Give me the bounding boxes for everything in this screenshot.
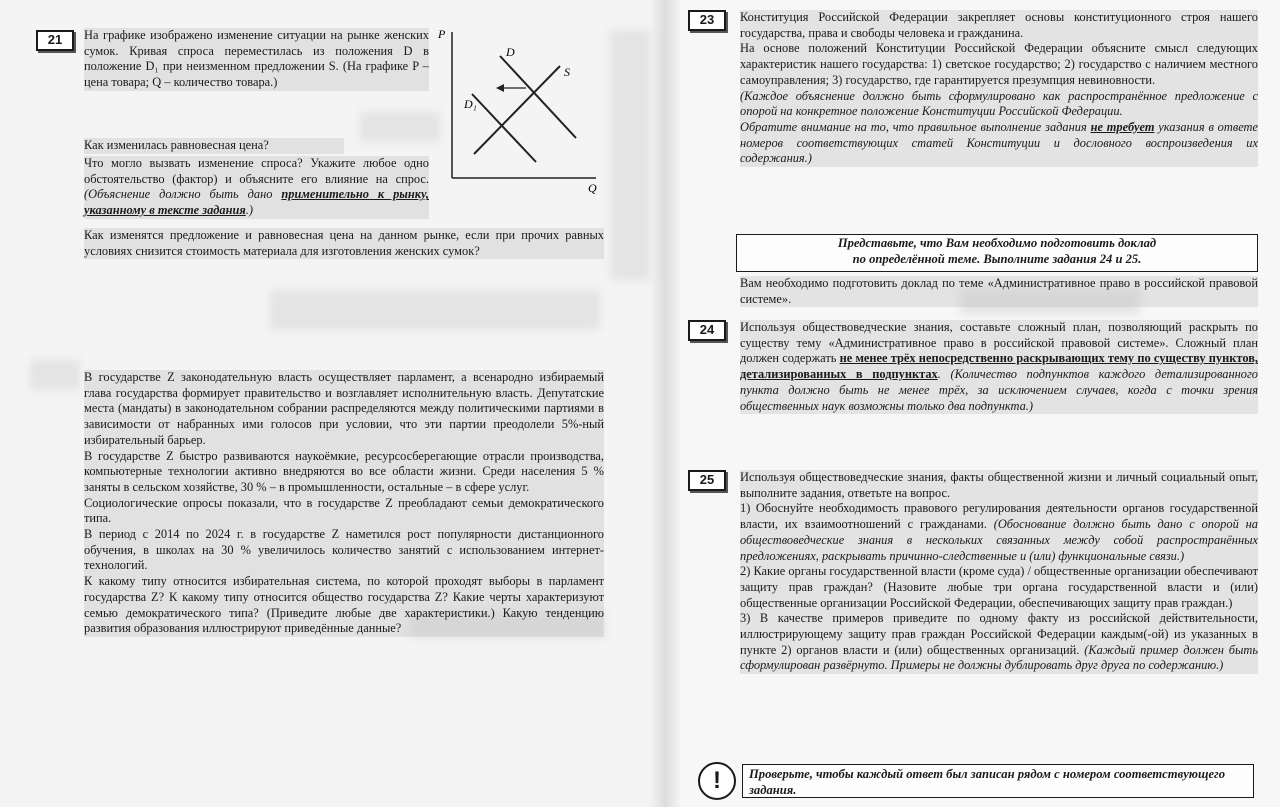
task22-paragraph-5: К какому типу относится избирательная система, по которой проходят выборы в парламент государства Z? К какому типу относится общество государства Z? Какие черты характеризуют семью демократического типа? (Приведите любые две характеристики.) Какую тенденцию развития образования иллюстрируют приведённые данные? (84, 574, 604, 636)
demand-curve-d1 (472, 94, 536, 162)
graph-label-q: Q (588, 181, 597, 195)
task23-paragraph-1: Конституция Российской Федерации закрепляет основы конституционного строя нашего государства, права и свободы человека и гражданина. (740, 10, 1258, 40)
frame-line-1: Представьте, что Вам необходимо подготовить доклад (837, 236, 1157, 250)
final-reminder-box: Проверьте, чтобы каждый ответ был записан рядом с номером соответствующего задания. (742, 764, 1254, 798)
task25-question-3: 3) В качестве примеров приведите по одному факту из российской действительности, иллюстрирующему защиту прав граждан Российской Федерации каждым(-ой) из указанных в пункте 2) органов власти и (или) общественных организаций. (Каждый пример должен быть сформулирован развёрнуто. Примеры не должны дублировать друг друга по содержанию.) (740, 611, 1258, 673)
task22-paragraph-2: В государстве Z быстро развиваются наукоёмкие, ресурсосберегающие отрасли производства, компьютерные технологии активно внедряются во все области жизни. Среди населения 5 % заняты в сельском хозяйстве, 30 % – в промышленности, остальные – в сфере услуг. (84, 448, 604, 494)
exclamation-icon: ! (698, 762, 736, 800)
task-number-23: 23 (688, 10, 726, 31)
task25-text (740, 470, 1258, 674)
task21-intro: На графике изображено изменение ситуации на рынке женских сумок. Кривая спроса переместилась из положения D в положение D₁ при неизменном предложении S. (На графике P – цена товара; Q – количество товара.) (84, 28, 429, 90)
task-number-21: 21 (36, 30, 74, 51)
task23-paragraph-4: Обратите внимание на то, что правильное выполнение задания не требует указания в ответе номеров соответствующих статей Конституции и дословного воспроизведения их содержания.) (740, 119, 1258, 166)
blurred-patch (270, 290, 600, 330)
task23-paragraph-2: На основе положений Конституции Российской Федерации объясните смысл следующих характеристик нашего государства: 1) светское государство; 2) государство с наличием местного самоуправления; 3) государство, где гарантируется презумпция невиновности. (740, 41, 1258, 87)
task22-paragraph-1: В государстве Z законодательную власть осуществляет парламент, а всенародно избираемый глава государства формирует правительство и возглавляет исполнительную власть. Депутатские места (мандаты) в законодательном собрании распределяются между политическими партиями в зависимости от набранных ими голосов при условии, что эти партии преодолели 5%-ный избирательный барьер. (84, 370, 604, 447)
task-number-25: 25 (688, 470, 726, 491)
instruction-frame (736, 234, 1258, 272)
supply-demand-graph (430, 26, 602, 196)
graph-label-d: D (506, 45, 515, 59)
graph-label-d1: D₁ (464, 97, 477, 111)
task22-text (84, 370, 604, 637)
task25-intro: Используя обществоведческие знания, факты общественной жизни и личный социальный опыт, выполните задания, ответьте на вопрос. (740, 470, 1258, 500)
graph-label-p: P (438, 27, 446, 41)
task22-paragraph-3: Социологические опросы показали, что в государстве Z преобладают семьи демократического типа. (84, 495, 604, 526)
task22-paragraph-4: В период с 2014 по 2024 г. в государстве Z наметился рост популярности дистанционного обучения, в школах на 30 % увеличилось количество занятий с использованием интернет-технологий. (84, 527, 604, 573)
task21-question-2: Что могло вызвать изменение спроса? Укажите любое одно обстоятельство (фактор) и объясните его влияние на спрос. (Объяснение должно быть дано применительно к рынку, указанному в тексте задания.) (84, 156, 430, 218)
task21-question-1: Как изменилась равновесная цена? (84, 138, 344, 154)
task-number-24: 24 (688, 320, 726, 341)
blurred-patch (360, 112, 440, 142)
task25-question-2: 2) Какие органы государственной власти (кроме суда) / общественные организации обеспечивают защиту прав граждан? (Назовите любые три органа государственной власти и (или) общественные организации Российской Федерации, обеспечивающих защиту прав граждан.) (740, 564, 1258, 610)
task21-question-3: Как изменятся предложение и равновесная цена на данном рынке, если при прочих равных условиях снизится стоимость материала для изготовления женских сумок? (84, 228, 604, 258)
task23-text (740, 10, 1258, 167)
graph-label-s: S (564, 65, 570, 79)
task23-paragraph-3: (Каждое объяснение должно быть сформулировано как распространённое предложение с опорой на конкретное положение Конституции Российской Федерации. (740, 88, 1258, 119)
report-topic-intro: Вам необходимо подготовить доклад по теме «Административное право в российской правовой системе». (740, 276, 1258, 306)
task25-question-1: 1) Обоснуйте необходимость правового регулирования деятельности органов государственной власти, их взаимоотношений с гражданами. (Обоснование должно быть дано с опорой на обществоведческие знания в нескольких связанных между собой распространённых предложениях, раскрывать причинно-следственные и (или) функциональные связи.) (740, 501, 1258, 563)
book-gutter (650, 0, 680, 807)
blurred-patch (610, 30, 650, 280)
task24-text: Используя обществоведческие знания, составьте сложный план, позволяющий раскрыть по существу тему «Административное право в российской правовой системе». Сложный план должен содержать не менее трёх непосредственно раскрывающих тему по существу пунктов, детализированных в подпунктах. (Количество подпунктов каждого детализированного пункта должно быть не менее трёх, за исключением случаев, когда с точки зрения общественных наук возможны только два подпункта.) (740, 320, 1258, 413)
shift-arrow-head (496, 84, 504, 92)
blurred-patch (30, 360, 80, 390)
frame-line-2: по определённой теме. Выполните задания 24 и 25. (852, 252, 1142, 266)
